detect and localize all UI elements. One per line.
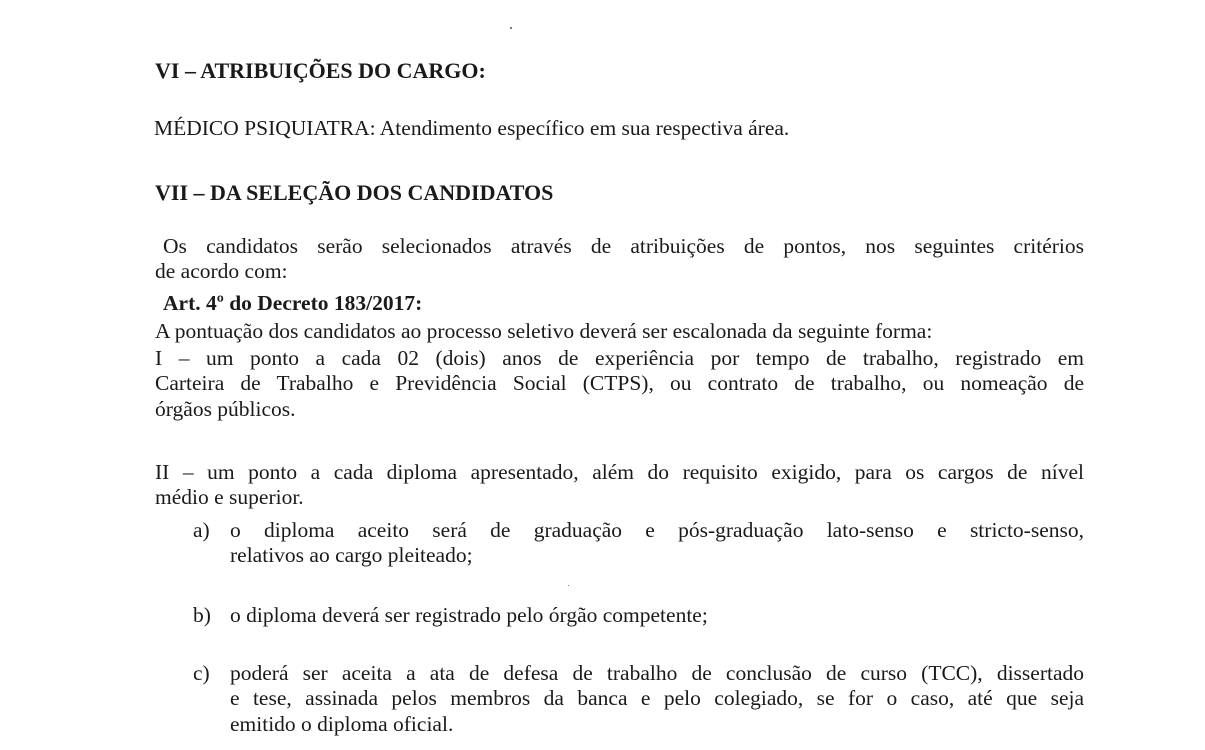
selection-intro xyxy=(155,234,1084,285)
list-item-line: o diploma aceito será de graduação e pós-graduação lato-senso e stricto-senso, xyxy=(230,518,1084,542)
list-item-line: poderá ser aceita a ata de defesa de trabalho de conclusão de curso (TCC), dissertado xyxy=(230,661,1084,685)
scoring-item-line: I – um ponto a cada 02 (dois) anos de experiência por tempo de trabalho, registrado em xyxy=(155,346,1084,370)
list-marker: b) xyxy=(193,603,211,627)
list-item-line: emitido o diploma oficial. xyxy=(230,711,454,736)
scoring-intro: A pontuação dos candidatos ao processo seletivo deverá ser escalonada da seguinte forma: xyxy=(155,319,933,343)
scoring-item-line: II – um ponto a cada diploma apresentado, além do requisito exigido, para os cargos de nível xyxy=(155,460,1084,484)
selection-intro-line: de acordo com: xyxy=(155,259,288,284)
scoring-item-ii xyxy=(155,460,1084,511)
section-heading-atribuicoes: VI – ATRIBUIÇÕES DO CARGO: xyxy=(155,58,486,83)
section-heading-selecao: VII – DA SELEÇÃO DOS CANDIDATOS xyxy=(155,180,554,205)
scan-speck xyxy=(568,585,569,586)
scoring-item-line: Carteira de Trabalho e Previdência Social (CTPS), ou contrato de trabalho, ou nomeação de xyxy=(155,371,1084,396)
scan-speck xyxy=(510,27,512,29)
cargo-description: MÉDICO PSIQUIATRA: Atendimento específico em sua respectiva área. xyxy=(154,116,790,140)
list-item-line: o diploma deverá ser registrado pelo órgão competente; xyxy=(230,603,708,627)
list-item-b xyxy=(193,603,1084,628)
article-reference: Art. 4º do Decreto 183/2017: xyxy=(163,291,423,315)
list-item-line: e tese, assinada pelos membros da banca e pelo colegiado, se for o caso, até que seja xyxy=(230,686,1084,711)
list-marker: c) xyxy=(193,661,210,685)
scoring-item-line: órgãos públicos. xyxy=(155,396,296,421)
selection-intro-line: Os candidatos serão selecionados através de atribuições de pontos, nos seguintes critérios xyxy=(163,234,1084,258)
list-marker: a) xyxy=(193,518,210,542)
scoring-item-line: médio e superior. xyxy=(155,485,304,510)
list-item-c xyxy=(193,661,1084,737)
scoring-item-i xyxy=(155,346,1084,422)
list-item-a xyxy=(193,518,1084,569)
list-item-line: relativos ao cargo pleiteado; xyxy=(230,543,473,568)
